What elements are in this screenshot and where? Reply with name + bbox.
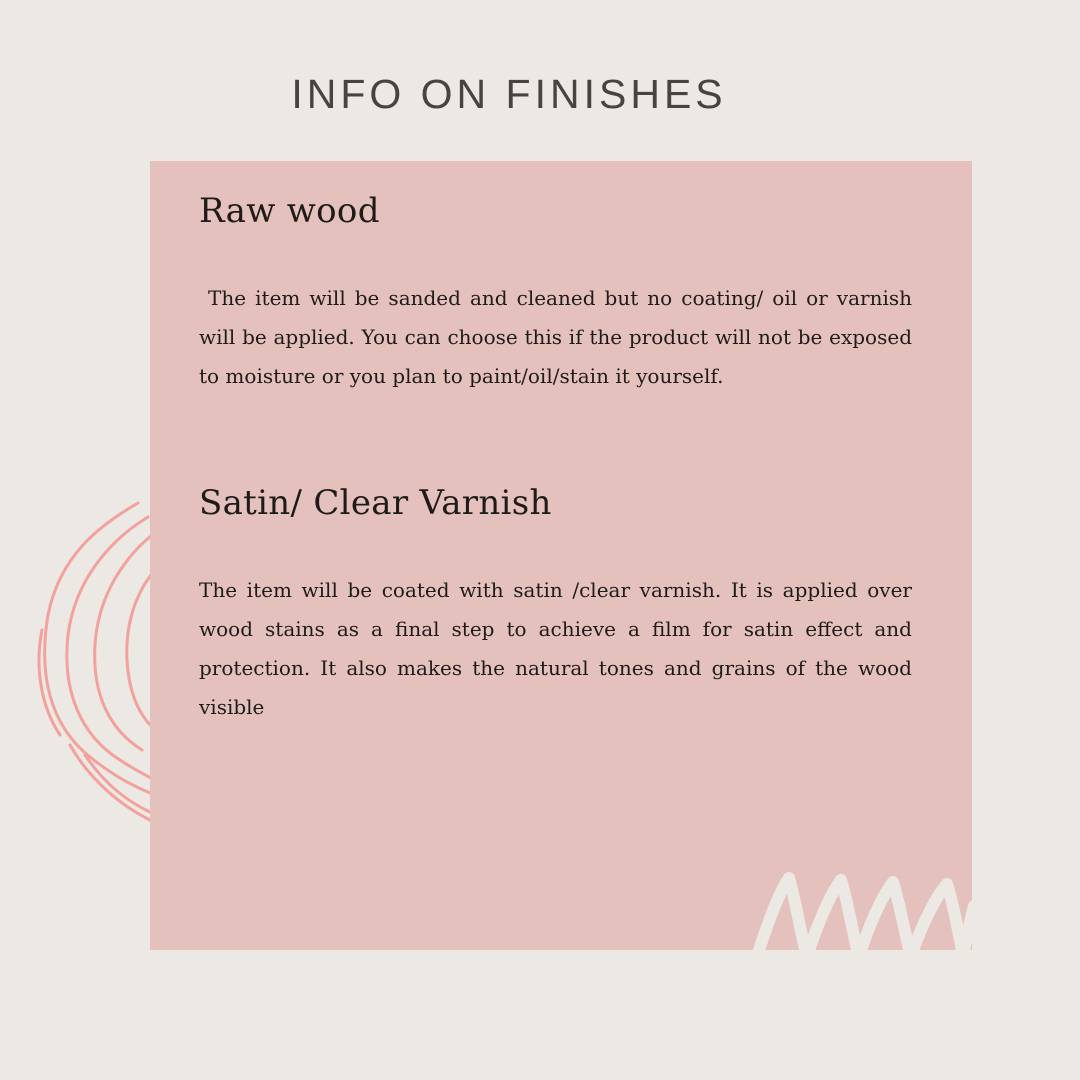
finishes-card bbox=[150, 161, 972, 950]
section-body-raw-wood: The item will be sanded and cleaned but no coating/ oil or varnish will be applied. You can choose this if the product will not be exposed to moisture or you plan to paint/oil/stain it yourself. bbox=[199, 286, 919, 388]
cream-zigzag-scribble-icon bbox=[749, 866, 972, 950]
section-body-satin-varnish: The item will be coated with satin /clear varnish. It is applied over wood stains as a final step to achieve a film for satin effect and protection. It also makes the natural tones and grains of the wood visible bbox=[199, 578, 919, 719]
section-heading-satin-varnish: Satin/ Clear Varnish bbox=[199, 483, 552, 523]
section-satin-varnish bbox=[199, 481, 919, 727]
pink-swirl-scribble-icon bbox=[30, 495, 170, 835]
section-heading-raw-wood: Raw wood bbox=[199, 191, 380, 231]
page-title: INFO ON FINISHES bbox=[291, 71, 727, 117]
section-raw-wood bbox=[199, 189, 919, 396]
